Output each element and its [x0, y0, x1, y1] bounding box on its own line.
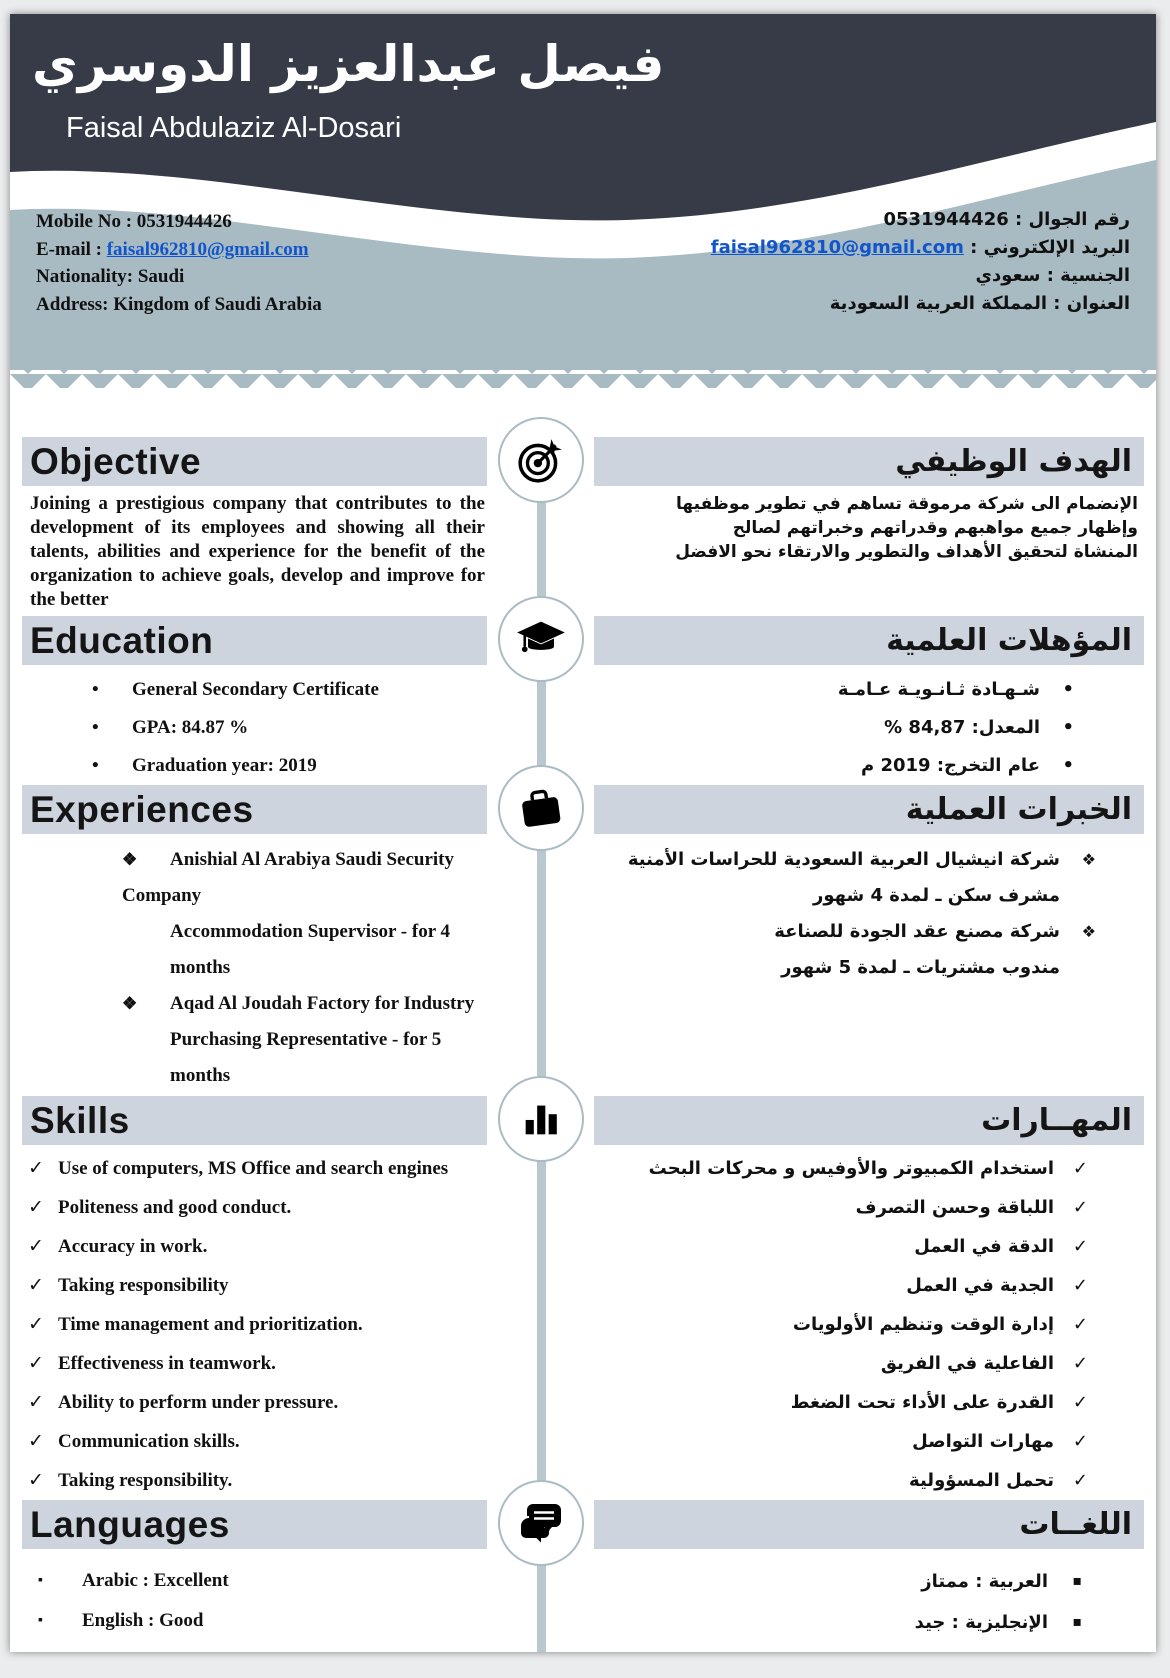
timeline-node [487, 1500, 594, 1549]
check-icon: ✓ [28, 1313, 44, 1335]
skill-text: القدرة على الأداء تحت الضغط [790, 1392, 1054, 1413]
section-objective [22, 437, 1144, 616]
experiences-heading-ar: الخبرات العملية [594, 785, 1144, 834]
skill-text: الجدية في العمل [906, 1275, 1054, 1296]
timeline-circle-objective [498, 417, 584, 503]
bar-chart-icon [518, 1096, 564, 1142]
list-item [594, 1266, 1144, 1305]
education-item-text: Graduation year: 2019 [132, 755, 317, 776]
skill-text: اللباقة وحسن التصرف [855, 1197, 1054, 1218]
experience-title [594, 842, 1144, 878]
list-item [22, 1266, 487, 1305]
list-item [22, 1601, 487, 1641]
timeline-circle-experiences [498, 765, 584, 851]
check-icon: ✓ [28, 1430, 44, 1452]
list-item [594, 1188, 1144, 1227]
list-item [22, 1344, 487, 1383]
skill-text: Effectiveness in teamwork. [58, 1353, 276, 1374]
skill-text: Taking responsibility [58, 1275, 229, 1296]
check-icon: ✓ [1072, 1470, 1088, 1491]
skill-text: Politeness and good conduct. [58, 1197, 292, 1218]
nationality-line-en: Nationality: Saudi [36, 266, 185, 287]
experience-company: Anishial Al Arabiya Saudi Security Company [122, 849, 455, 906]
square-bullet-icon: ▪ [38, 1573, 43, 1588]
list-item [22, 747, 487, 785]
experience-company: شركة مصنع عقد الجودة للصناعة [774, 921, 1060, 942]
experience-role: مندوب مشتريات ـ لمدة 5 شهور [781, 957, 1060, 978]
education-heading-en: Education [22, 616, 487, 665]
list-item [22, 1422, 487, 1461]
education-item-text: General Secondary Certificate [132, 679, 379, 700]
timeline-node [487, 1096, 594, 1145]
list-item [594, 1149, 1144, 1188]
check-icon: ✓ [1072, 1158, 1088, 1179]
square-bullet-icon: ▪ [1072, 1573, 1082, 1589]
email-label-en: E-mail : [36, 238, 107, 260]
skill-text: Use of computers, MS Office and search engines [58, 1158, 449, 1179]
email-label-ar: البريد الإلكتروني : [963, 237, 1130, 258]
list-item [594, 1344, 1144, 1383]
timeline-node [487, 437, 594, 486]
skills-list-en [22, 1149, 487, 1500]
language-text: Arabic : Excellent [82, 1570, 229, 1591]
experience-role: مشرف سكن ـ لمدة 4 شهور [812, 885, 1060, 906]
experiences-heading-row [22, 785, 1144, 834]
timeline-node [487, 616, 594, 665]
experiences-body-row [22, 834, 1144, 1096]
list-item [594, 1422, 1144, 1461]
check-icon: ✓ [1072, 1353, 1088, 1374]
diamond-bullet-icon: ❖ [122, 994, 138, 1013]
education-heading-row [22, 616, 1144, 665]
contact-block-english [36, 208, 322, 318]
skills-body-row [22, 1145, 1144, 1500]
section-skills [22, 1096, 1144, 1500]
list-item [22, 1383, 487, 1422]
skill-text: Ability to perform under pressure. [58, 1392, 339, 1413]
skill-text: Taking responsibility. [58, 1470, 233, 1491]
objective-text-ar: الإنضمام الى شركة مرموقة تساهم في تطوير موظفيها وإظهار جميع مواهبهم وقدراتهم وخبراتهم لصالح المنشاة لتحقيق الأهداف والتطوير والارتقاء نحو الافضل [675, 494, 1138, 562]
experience-title [22, 842, 487, 914]
check-icon: ✓ [28, 1469, 44, 1491]
list-item [22, 1305, 487, 1344]
diamond-bullet-icon: ❖ [1081, 922, 1096, 941]
bullet-icon: • [1062, 679, 1074, 700]
list-item [594, 1227, 1144, 1266]
education-item-text: شـهـادة ثـانـويـة عـامـة [837, 679, 1040, 700]
list-item [22, 1561, 487, 1601]
check-icon: ✓ [1072, 1275, 1088, 1296]
education-item-text: عام التخرج: 2019 م [861, 755, 1040, 776]
objective-text-en: Joining a prestigious company that contributes to the development of its employees and showing all their talents, abilities and experience for the benefit of the organization to achieve goals, develop and improve for the better [30, 493, 485, 610]
list-item [594, 1461, 1144, 1500]
timeline-circle-skills [498, 1076, 584, 1162]
check-icon: ✓ [1072, 1236, 1088, 1257]
list-item [594, 1602, 1144, 1643]
timeline-circle-languages [498, 1480, 584, 1566]
email-link[interactable]: faisal962810@gmail.com [106, 238, 309, 260]
diamond-bullet-icon: ❖ [122, 850, 138, 869]
check-icon: ✓ [1072, 1431, 1088, 1452]
list-item [594, 671, 1144, 709]
skill-text: Communication skills. [58, 1431, 240, 1452]
education-heading-ar: المؤهلات العلمية [594, 616, 1144, 665]
list-item [594, 1561, 1144, 1602]
languages-heading-row [22, 1500, 1144, 1549]
section-education [22, 616, 1144, 785]
list-item [22, 1188, 487, 1227]
objective-heading-en: Objective [22, 437, 487, 486]
check-icon: ✓ [28, 1274, 44, 1296]
list-item [594, 709, 1144, 747]
check-icon: ✓ [28, 1196, 44, 1218]
check-icon: ✓ [1072, 1197, 1088, 1218]
list-item [22, 1227, 487, 1266]
email-line-ar [711, 234, 1130, 262]
experience-company: Aqad Al Joudah Factory for Industry [170, 993, 475, 1014]
list-item [594, 747, 1144, 785]
email-line-en [36, 236, 322, 264]
objective-body-row [22, 486, 1144, 616]
check-icon: ✓ [1072, 1314, 1088, 1335]
list-item [594, 1383, 1144, 1422]
languages-list-en [22, 1561, 487, 1643]
graduation-cap-icon [515, 613, 567, 665]
candidate-name-english: Faisal Abdulaziz Al-Dosari [66, 112, 402, 144]
education-body-row [22, 665, 1144, 785]
skill-text: إدارة الوقت وتنظيم الأولويات [792, 1314, 1054, 1335]
contact-block-arabic [711, 206, 1130, 318]
check-icon: ✓ [28, 1235, 44, 1257]
header [10, 14, 1156, 388]
languages-heading-ar: اللغــات [594, 1500, 1144, 1549]
list-item [22, 671, 487, 709]
address-line-en: Address: Kingdom of Saudi Arabia [36, 293, 322, 315]
nationality-line-ar: الجنسية : سعودي [975, 265, 1130, 286]
bullet-icon: • [92, 755, 99, 776]
section-experiences [22, 785, 1144, 1096]
timeline-circle-education [498, 596, 584, 682]
candidate-name-arabic: فيصل عبدالعزيز الدوسري [32, 35, 665, 93]
experience-title [594, 914, 1144, 950]
experiences-heading-en: Experiences [22, 785, 487, 834]
zigzag-border [10, 370, 1156, 388]
languages-heading-en: Languages [22, 1500, 487, 1549]
section-languages [22, 1500, 1144, 1643]
skills-heading-ar: المهــارات [594, 1096, 1144, 1145]
skill-text: مهارات التواصل [912, 1431, 1054, 1452]
experiences-list-ar [594, 842, 1144, 1094]
bullet-icon: • [92, 717, 99, 738]
skill-text: الدقة في العمل [914, 1236, 1054, 1257]
list-item [22, 1149, 487, 1188]
skills-heading-row [22, 1096, 1144, 1145]
skills-list-ar [594, 1149, 1144, 1500]
skill-text: استخدام الكمبيوتر والأوفيس و محركات البحث [648, 1158, 1054, 1179]
skill-text: Accuracy in work. [58, 1236, 208, 1257]
check-icon: ✓ [1072, 1392, 1088, 1413]
experience-company: شركة انيشيال العربية السعودية للحراسات الأمنية [627, 849, 1060, 870]
address-line-ar: العنوان : المملكة العربية السعودية [829, 293, 1130, 314]
languages-body-row [22, 1549, 1144, 1643]
education-item-text: المعدل: 84,87 % [884, 717, 1040, 738]
education-list-ar [594, 671, 1144, 785]
skill-text: Time management and prioritization. [58, 1314, 363, 1335]
mobile-line-ar: رقم الجوال : 0531944426 [883, 209, 1130, 230]
bullet-icon: • [92, 679, 99, 700]
experience-role: Accommodation Supervisor - for 4 months [170, 921, 451, 978]
list-item [22, 1461, 487, 1500]
languages-list-ar [594, 1561, 1144, 1643]
briefcase-icon [517, 784, 565, 832]
sections [10, 388, 1156, 1643]
chat-bubbles-icon [517, 1499, 565, 1547]
email-link-arabic[interactable]: faisal962810@gmail.com [710, 237, 964, 258]
square-bullet-icon: ▪ [38, 1613, 43, 1628]
bullet-icon: • [1062, 717, 1074, 738]
check-icon: ✓ [28, 1157, 44, 1179]
list-item [22, 709, 487, 747]
skill-text: الفاعلية في الفريق [880, 1353, 1054, 1374]
experiences-list-en [22, 842, 487, 1094]
list-item [594, 1305, 1144, 1344]
objective-heading-ar: الهدف الوظيفي [594, 437, 1144, 486]
diamond-bullet-icon: ❖ [1081, 850, 1096, 869]
check-icon: ✓ [28, 1391, 44, 1413]
bullet-icon: • [1062, 755, 1074, 776]
skills-heading-en: Skills [22, 1096, 487, 1145]
education-list-en [22, 671, 487, 785]
language-text: العربية : ممتاز [921, 1571, 1048, 1592]
timeline-node [487, 785, 594, 834]
language-text: الإنجليزية : جيد [914, 1612, 1048, 1633]
experience-title [22, 986, 487, 1022]
square-bullet-icon: ▪ [1072, 1614, 1082, 1630]
check-icon: ✓ [28, 1352, 44, 1374]
experience-role: Purchasing Representative - for 5 months [170, 1029, 442, 1086]
mobile-line-en: Mobile No : 0531944426 [36, 211, 232, 232]
skill-text: تحمل المسؤولية [909, 1470, 1054, 1491]
language-text: English : Good [82, 1610, 204, 1631]
target-icon [516, 435, 566, 485]
objective-heading-row [22, 437, 1144, 486]
education-item-text: GPA: 84.87 % [132, 717, 249, 738]
resume-page [10, 14, 1156, 1652]
